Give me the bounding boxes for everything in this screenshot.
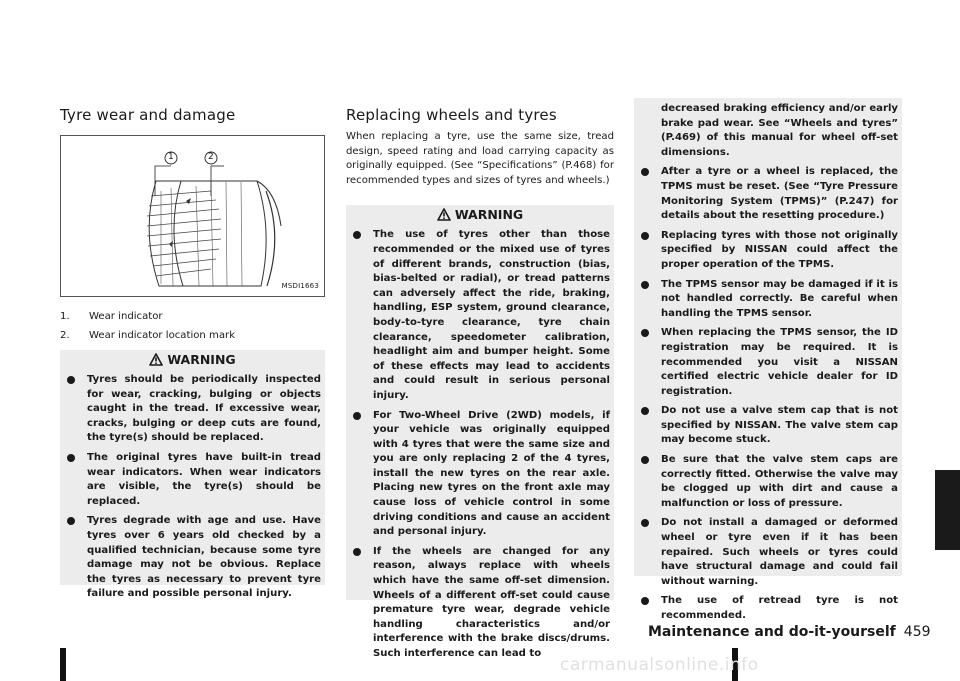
right-column-warning-continued bbox=[634, 98, 902, 621]
warning-item: Tyres degrade with age and use. Have tyres over 6 years old checked by a qualified technician, because some tyre damage may not be obvious. Replace the tyres as necessary to prevent tyre failure and possible personal injury. bbox=[64, 514, 321, 602]
warning-heading: WARNING bbox=[60, 350, 325, 370]
figure-legend bbox=[60, 307, 325, 345]
warning-item: After a tyre or a wheel is replaced, the TPMS must be reset. (See “Tyre Pressure Monitoring System (TPMS)” (P.247) for details about the resetting procedure.) bbox=[638, 165, 898, 223]
callout-2: 2 bbox=[208, 152, 214, 162]
bullet-icon bbox=[641, 519, 649, 527]
warning-item: The TPMS sensor may be damaged if it is not handled correctly. Be careful when handling the TPMS sensor. bbox=[638, 278, 898, 322]
watermark: carmanualsonline.info bbox=[560, 655, 759, 675]
bullet-icon bbox=[67, 517, 75, 525]
bullet-icon bbox=[353, 548, 361, 556]
legend-item: 1. Wear indicator bbox=[60, 311, 163, 322]
bullet-icon bbox=[641, 232, 649, 240]
middle-column bbox=[346, 106, 614, 659]
warning-item: Do not install a damaged or deformed wheel or tyre even if it has been repaired. Such wheels or tyres could have structural damage and could fail without warning. bbox=[638, 516, 898, 589]
warning-triangle-icon bbox=[149, 353, 163, 366]
bullet-icon bbox=[353, 231, 361, 239]
page-number: 459 bbox=[903, 624, 931, 640]
page-footer bbox=[648, 624, 931, 640]
warning-item: When replacing the TPMS sensor, the ID registration may be required. It is recommended you visit a NISSAN certified electric vehicle dealer for ID registration. bbox=[638, 326, 898, 399]
bullet-icon bbox=[641, 407, 649, 415]
bullet-icon bbox=[67, 454, 75, 462]
bullet-icon bbox=[67, 376, 75, 384]
warning-item: The use of tyres other than those recommended or the mixed use of tyres of different brands, construction (bias, bias-belted or radial), or tread patterns can adversely affect the ride, braking, handling, ESP system, ground clearance, body-to-tyre clearance, tyre chain clearance, speedometer calibration, headlight aim and bumper height. Some of these effects may lead to accidents and could result in serious personal injury. bbox=[350, 228, 610, 403]
bullet-icon bbox=[641, 597, 649, 605]
bullet-icon bbox=[641, 329, 649, 337]
warning-item: The original tyres have built-in tread wear indicators. When wear indicators are visible, the tyre(s) should be replaced. bbox=[64, 451, 321, 509]
bullet-icon bbox=[641, 456, 649, 464]
crop-mark bbox=[60, 648, 66, 681]
figure-code: MSDI1663 bbox=[281, 282, 319, 290]
bullet-icon bbox=[641, 168, 649, 176]
tyre-wear-figure bbox=[60, 135, 325, 297]
warning-continuation: decreased braking efficiency and/or early brake pad wear. See “Wheels and tyres” (P.469) of this manual for wheel off-set dimensions. bbox=[661, 103, 898, 158]
tyre-illustration bbox=[61, 136, 324, 296]
bullet-icon bbox=[353, 412, 361, 420]
warning-item: Tyres should be periodically inspected for wear, cracking, bulging or objects caught in the tread. If excessive wear, cracks, bulging or deep cuts are found, the tyre(s) should be replaced. bbox=[64, 373, 321, 446]
warning-box-middle bbox=[346, 205, 614, 659]
callout-1: 1 bbox=[168, 152, 174, 162]
section-title-replacing: Replacing wheels and tyres bbox=[346, 106, 557, 124]
legend-item: 2. Wear indicator location mark bbox=[60, 330, 236, 341]
warning-triangle-icon bbox=[437, 208, 451, 221]
left-column bbox=[60, 106, 325, 600]
warning-heading: WARNING bbox=[346, 205, 614, 225]
warning-item: If the wheels are changed for any reason, always replace with wheels which have the same off-set dimension. Wheels of a different off-set could cause premature tyre wear, degrade vehicle handling characteristics and/or interference with the brake discs/drums. Such interference can lead to bbox=[350, 545, 610, 662]
chapter-tab bbox=[935, 470, 960, 550]
intro-paragraph: When replacing a tyre, use the same size, tread design, speed rating and load carrying capacity as originally equipped. (See “Specifications” (P.468) for recommended types and sizes of tyres and wheels.) bbox=[346, 131, 614, 186]
footer-section: Maintenance and do-it-yourself bbox=[648, 624, 896, 640]
warning-item: Be sure that the valve stem caps are correctly fitted. Otherwise the valve may be clogged up with dirt and cause a malfunction or loss of pressure. bbox=[638, 453, 898, 511]
warning-item: For Two-Wheel Drive (2WD) models, if your vehicle was originally equipped with 4 tyres that were the same size and you are only replacing 2 of the 4 tyres, install the new tyres on the rear axle. Placing new tyres on the front axle may cause loss of vehicle control in some driving conditions and cause an accident and personal injury. bbox=[350, 409, 610, 540]
warning-item: The use of retread tyre is not recommended. bbox=[638, 594, 898, 623]
warning-box-left bbox=[60, 350, 325, 600]
warning-item: Do not use a valve stem cap that is not specified by NISSAN. The valve stem cap may become stuck. bbox=[638, 404, 898, 448]
warning-item: Replacing tyres with those not originally specified by NISSAN could affect the proper operation of the TPMS. bbox=[638, 229, 898, 273]
bullet-icon bbox=[641, 281, 649, 289]
section-title-tyre-wear: Tyre wear and damage bbox=[60, 106, 236, 124]
